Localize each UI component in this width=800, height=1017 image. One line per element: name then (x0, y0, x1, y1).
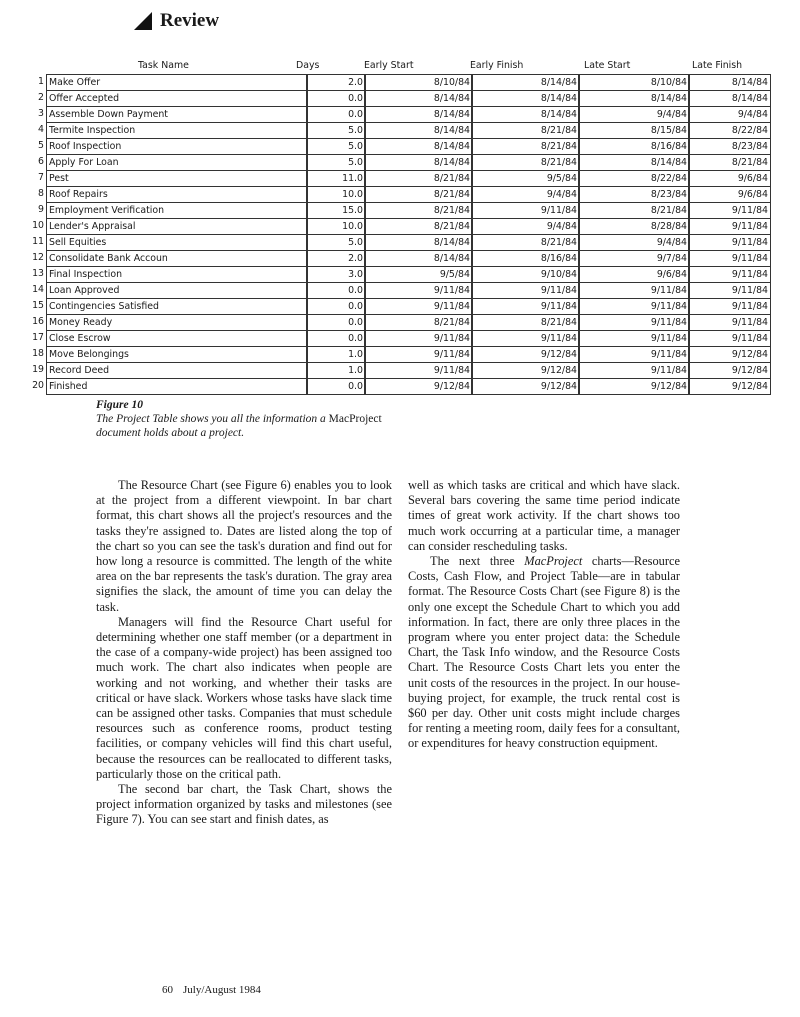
early-finish-cell: 9/12/84 (471, 346, 580, 363)
days-cell: 5.0 (306, 234, 366, 251)
caption-text-b: document holds about a project. (96, 427, 245, 439)
late-finish-cell: 9/11/84 (688, 314, 771, 331)
late-finish-cell: 9/11/84 (688, 330, 771, 347)
table-row (30, 218, 771, 234)
days-cell: 0.0 (306, 330, 366, 347)
early-start-cell: 9/11/84 (364, 362, 473, 379)
task-name-cell: Offer Accepted (46, 90, 308, 107)
table-row (30, 314, 771, 330)
table-row (30, 362, 771, 378)
days-cell: 1.0 (306, 346, 366, 363)
task-name-cell: Consolidate Bank Accoun (46, 250, 308, 267)
body-column-left (96, 478, 392, 828)
table-row (30, 282, 771, 298)
column-header-early-finish: Early Finish (470, 60, 524, 71)
table-row (30, 122, 771, 138)
late-start-cell: 9/11/84 (578, 298, 690, 315)
column-header-late-start: Late Start (584, 60, 631, 71)
late-start-cell: 8/14/84 (578, 154, 690, 171)
early-finish-cell: 8/14/84 (471, 90, 580, 107)
early-start-cell: 8/14/84 (364, 138, 473, 155)
days-cell: 0.0 (306, 298, 366, 315)
paragraph: Managers will find the Resource Chart useful for determining whether one staff member (or a department in the case of a company-wide project) has been assigned too much work. The chart also indicates when people are working and not working, and whether their tasks are critical or have slack. Workers whose tasks have slack time can be assigned other tasks. Companies that must schedule resources such as conference rooms, product testing facilities, or company vehicles will find this chart useful, because the resources can be reallocated to different tasks, particularly those on the critical path. (96, 614, 392, 781)
task-name-cell: Termite Inspection (46, 122, 308, 139)
early-finish-cell: 9/12/84 (471, 378, 580, 395)
early-start-cell: 8/14/84 (364, 250, 473, 267)
days-cell: 15.0 (306, 202, 366, 219)
early-start-cell: 8/14/84 (364, 154, 473, 171)
task-name-cell: Money Ready (46, 314, 308, 331)
days-cell: 0.0 (306, 282, 366, 299)
column-header-days: Days (296, 60, 320, 71)
table-row (30, 106, 771, 122)
table-row (30, 330, 771, 346)
caption-product-name: MacProject (328, 413, 382, 425)
late-start-cell: 8/16/84 (578, 138, 690, 155)
task-name-cell: Make Offer (46, 74, 308, 91)
late-finish-cell: 9/12/84 (688, 346, 771, 363)
early-finish-cell: 9/11/84 (471, 298, 580, 315)
column-header-early-start: Early Start (364, 60, 414, 71)
early-finish-cell: 9/11/84 (471, 282, 580, 299)
task-name-cell: Close Escrow (46, 330, 308, 347)
row-number: 13 (32, 268, 44, 279)
early-start-cell: 8/21/84 (364, 314, 473, 331)
days-cell: 1.0 (306, 362, 366, 379)
row-number: 19 (32, 364, 44, 375)
early-finish-cell: 9/4/84 (471, 186, 580, 203)
row-number: 10 (32, 220, 44, 231)
late-start-cell: 9/11/84 (578, 346, 690, 363)
late-start-cell: 8/15/84 (578, 122, 690, 139)
row-number: 7 (38, 172, 44, 183)
row-number: 15 (32, 300, 44, 311)
early-finish-cell: 8/21/84 (471, 234, 580, 251)
early-start-cell: 8/21/84 (364, 202, 473, 219)
late-finish-cell: 8/14/84 (688, 74, 771, 91)
late-finish-cell: 9/11/84 (688, 298, 771, 315)
paragraph: well as which tasks are critical and which have slack. Several bars covering the same time period indicate times of great work activity. If the chart shows too much work occurring at a particular time, a manager can consider rescheduling tasks. (408, 478, 680, 553)
table-row (30, 298, 771, 314)
table-row (30, 378, 771, 394)
page-footer (162, 984, 261, 996)
late-start-cell: 9/11/84 (578, 314, 690, 331)
late-start-cell: 8/21/84 (578, 202, 690, 219)
late-finish-cell: 8/21/84 (688, 154, 771, 171)
late-finish-cell: 9/11/84 (688, 234, 771, 251)
paragraph: The second bar chart, the Task Chart, shows the project information organized by tasks and milestones (see Figure 7). You can see start and finish dates, as (96, 782, 392, 827)
late-start-cell: 9/11/84 (578, 330, 690, 347)
early-finish-cell: 9/11/84 (471, 330, 580, 347)
late-finish-cell: 9/4/84 (688, 106, 771, 123)
early-finish-cell: 9/12/84 (471, 362, 580, 379)
days-cell: 3.0 (306, 266, 366, 283)
table-row (30, 186, 771, 202)
late-finish-cell: 9/11/84 (688, 218, 771, 235)
task-name-cell: Sell Equities (46, 234, 308, 251)
late-start-cell: 8/22/84 (578, 170, 690, 187)
row-number: 12 (32, 252, 44, 263)
days-cell: 11.0 (306, 170, 366, 187)
late-finish-cell: 8/23/84 (688, 138, 771, 155)
late-start-cell: 9/12/84 (578, 378, 690, 395)
early-finish-cell: 9/5/84 (471, 170, 580, 187)
task-name-cell: Record Deed (46, 362, 308, 379)
paragraph (408, 554, 680, 752)
issue-date: July/August 1984 (183, 984, 261, 996)
figure-caption (96, 398, 396, 440)
task-name-cell: Pest (46, 170, 308, 187)
row-number: 18 (32, 348, 44, 359)
row-number: 16 (32, 316, 44, 327)
days-cell: 10.0 (306, 186, 366, 203)
early-finish-cell: 9/10/84 (471, 266, 580, 283)
late-finish-cell: 8/14/84 (688, 90, 771, 107)
row-number: 4 (38, 124, 44, 135)
triangle-icon (132, 10, 154, 32)
early-finish-cell: 8/21/84 (471, 154, 580, 171)
page-number: 60 (162, 984, 173, 996)
row-number: 6 (38, 156, 44, 167)
task-name-cell: Move Belongings (46, 346, 308, 363)
days-cell: 0.0 (306, 90, 366, 107)
table-row (30, 74, 771, 90)
early-finish-cell: 8/21/84 (471, 314, 580, 331)
early-start-cell: 8/10/84 (364, 74, 473, 91)
early-finish-cell: 9/11/84 (471, 202, 580, 219)
paragraph-text: charts—Resource Costs, Cash Flow, and Project Table—are in tabular format. The Resource Costs Chart (see Figure 8) is the only one except the Schedule Chart to which you add information. In fact, there are only three places in the program where you enter project data: the Schedule Chart, the Task Info window, and the Resource Costs Chart. The Resource Costs Chart lets you enter the unit costs of the resources in the project. In our house-buying project, for example, the truck rental cost is $60 per day. Other unit costs might include charges for renting a meeting room, daily fees for a consultant, or expenditures for heavy construction equipment. (408, 554, 680, 751)
early-start-cell: 8/14/84 (364, 234, 473, 251)
early-start-cell: 8/14/84 (364, 90, 473, 107)
paragraph-text: The next three (430, 554, 515, 569)
row-number: 20 (32, 380, 44, 391)
table-row (30, 170, 771, 186)
early-finish-cell: 8/14/84 (471, 106, 580, 123)
early-start-cell: 8/21/84 (364, 186, 473, 203)
early-finish-cell: 8/16/84 (471, 250, 580, 267)
table-body (30, 74, 771, 394)
table-row (30, 154, 771, 170)
table-row (30, 90, 771, 106)
early-finish-cell: 9/4/84 (471, 218, 580, 235)
row-number: 11 (32, 236, 44, 247)
early-start-cell: 9/11/84 (364, 298, 473, 315)
late-finish-cell: 9/12/84 (688, 362, 771, 379)
days-cell: 0.0 (306, 378, 366, 395)
late-start-cell: 9/11/84 (578, 362, 690, 379)
late-finish-cell: 9/12/84 (688, 378, 771, 395)
table-row (30, 346, 771, 362)
paragraph: The Resource Chart (see Figure 6) enables you to look at the project from a different viewpoint. In bar chart format, this chart shows all the project's resources and the tasks they're assigned to. Dates are listed along the top of the chart so you can see the task's duration and find out for how long a resource is committed. The length of the white area on the bar represents the task's duration. The gray area signifies the slack, the amount of time you can delay the task. (96, 478, 392, 614)
task-name-cell: Roof Repairs (46, 186, 308, 203)
early-start-cell: 8/14/84 (364, 106, 473, 123)
late-finish-cell: 9/11/84 (688, 250, 771, 267)
task-name-cell: Roof Inspection (46, 138, 308, 155)
late-start-cell: 9/6/84 (578, 266, 690, 283)
early-finish-cell: 8/21/84 (471, 122, 580, 139)
early-start-cell: 9/11/84 (364, 346, 473, 363)
column-header-task-name: Task Name (138, 60, 189, 71)
late-finish-cell: 8/22/84 (688, 122, 771, 139)
late-finish-cell: 9/11/84 (688, 266, 771, 283)
table-header-row (30, 58, 771, 74)
row-number: 8 (38, 188, 44, 199)
task-name-cell: Lender's Appraisal (46, 218, 308, 235)
days-cell: 5.0 (306, 122, 366, 139)
days-cell: 2.0 (306, 74, 366, 91)
task-name-cell: Loan Approved (46, 282, 308, 299)
task-name-cell: Final Inspection (46, 266, 308, 283)
task-name-cell: Employment Verification (46, 202, 308, 219)
task-name-cell: Contingencies Satisfied (46, 298, 308, 315)
early-start-cell: 8/21/84 (364, 218, 473, 235)
days-cell: 2.0 (306, 250, 366, 267)
late-start-cell: 9/4/84 (578, 106, 690, 123)
task-name-cell: Apply For Loan (46, 154, 308, 171)
section-title: Review (160, 10, 220, 31)
table-row (30, 250, 771, 266)
days-cell: 5.0 (306, 138, 366, 155)
days-cell: 0.0 (306, 314, 366, 331)
late-finish-cell: 9/11/84 (688, 202, 771, 219)
early-start-cell: 9/5/84 (364, 266, 473, 283)
column-header-late-finish: Late Finish (692, 60, 743, 71)
early-start-cell: 9/11/84 (364, 330, 473, 347)
late-finish-cell: 9/11/84 (688, 282, 771, 299)
late-start-cell: 8/10/84 (578, 74, 690, 91)
early-finish-cell: 8/14/84 (471, 74, 580, 91)
late-start-cell: 8/23/84 (578, 186, 690, 203)
body-column-right (408, 478, 680, 752)
product-name: MacProject (524, 554, 583, 569)
days-cell: 10.0 (306, 218, 366, 235)
row-number: 5 (38, 140, 44, 151)
late-start-cell: 9/7/84 (578, 250, 690, 267)
row-number: 1 (38, 76, 44, 87)
late-finish-cell: 9/6/84 (688, 186, 771, 203)
row-number: 14 (32, 284, 44, 295)
table-row (30, 234, 771, 250)
row-number: 9 (38, 204, 44, 215)
table-row (30, 202, 771, 218)
days-cell: 0.0 (306, 106, 366, 123)
late-start-cell: 9/4/84 (578, 234, 690, 251)
early-start-cell: 8/14/84 (364, 122, 473, 139)
row-number: 17 (32, 332, 44, 343)
figure-label: Figure 10 (96, 399, 143, 411)
days-cell: 5.0 (306, 154, 366, 171)
task-name-cell: Assemble Down Payment (46, 106, 308, 123)
table-row (30, 266, 771, 282)
project-table (30, 58, 771, 394)
early-start-cell: 9/11/84 (364, 282, 473, 299)
early-start-cell: 9/12/84 (364, 378, 473, 395)
early-start-cell: 8/21/84 (364, 170, 473, 187)
row-number: 3 (38, 108, 44, 119)
late-start-cell: 8/14/84 (578, 90, 690, 107)
row-number: 2 (38, 92, 44, 103)
late-start-cell: 8/28/84 (578, 218, 690, 235)
task-name-cell: Finished (46, 378, 308, 395)
early-finish-cell: 8/21/84 (471, 138, 580, 155)
late-start-cell: 9/11/84 (578, 282, 690, 299)
section-header (132, 6, 219, 36)
caption-text-a: The Project Table shows you all the information a (96, 413, 326, 425)
table-row (30, 138, 771, 154)
figure-caption-text (96, 412, 396, 440)
late-finish-cell: 9/6/84 (688, 170, 771, 187)
